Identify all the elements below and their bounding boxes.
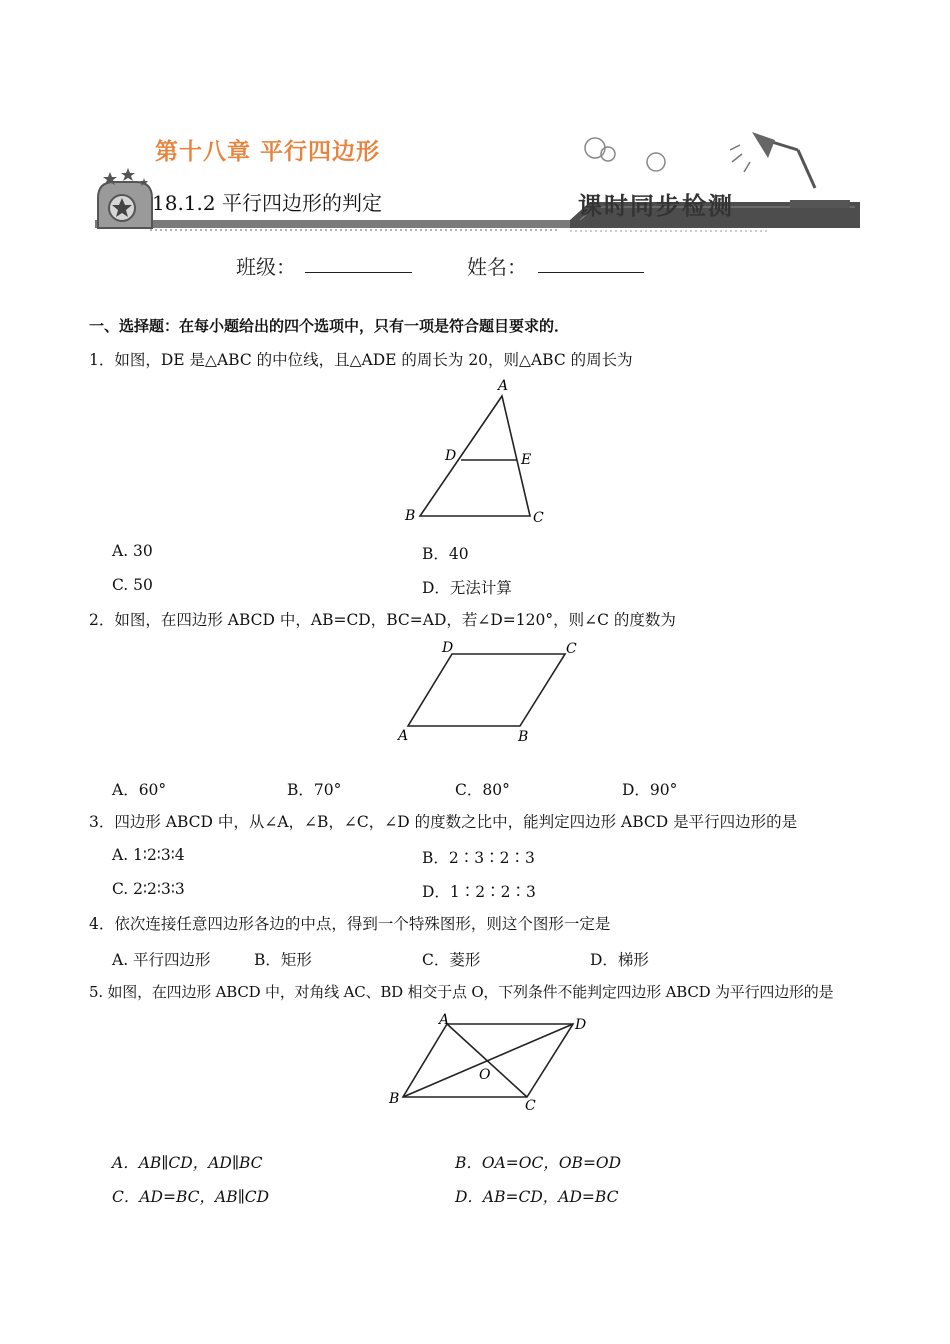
question-2-option-b[interactable]: B．70° xyxy=(287,781,342,799)
question-1-figure xyxy=(395,372,555,532)
fig5-label-c: C xyxy=(525,1098,536,1114)
question-5-option-c[interactable]: C．AD=BC，AB∥CD xyxy=(112,1188,270,1206)
question-4-stem: 4．依次连接任意四边形各边的中点，得到一个特殊图形，则这个图形一定是 xyxy=(89,915,611,933)
fig2-label-b: B xyxy=(518,729,529,745)
fig5-label-a: A xyxy=(439,1012,450,1028)
fig1-label-b: B xyxy=(405,508,416,524)
question-1-option-b[interactable]: B．40 xyxy=(422,545,469,563)
question-1-option-a[interactable]: A. 30 xyxy=(112,542,153,560)
fig1-label-d: D xyxy=(445,448,457,464)
question-2-option-a[interactable]: A．60° xyxy=(112,781,167,799)
fig1-label-e: E xyxy=(521,452,532,468)
question-3-option-a[interactable]: A. 1∶2∶3∶4 xyxy=(112,846,185,864)
question-4-option-d[interactable]: D．梯形 xyxy=(590,951,649,969)
question-5-figure xyxy=(385,1010,595,1115)
question-1-option-d[interactable]: D．无法计算 xyxy=(422,579,512,597)
section-heading: 一、选择题：在每小题给出的四个选项中，只有一项是符合题目要求的． xyxy=(89,317,570,335)
question-3-option-c[interactable]: C. 2∶2∶3∶3 xyxy=(112,880,185,898)
fig5-label-d: D xyxy=(575,1017,587,1033)
fig2-label-a: A xyxy=(398,728,409,744)
section-title: 18.1.2 平行四边形的判定 xyxy=(152,191,382,215)
fig1-label-a: A xyxy=(498,378,509,394)
fig2-label-c: C xyxy=(566,641,577,657)
fig2-label-d: D xyxy=(442,640,454,656)
question-5-option-b[interactable]: B．OA=OC，OB=OD xyxy=(455,1154,622,1172)
class-input-line[interactable] xyxy=(305,250,412,273)
name-input-line[interactable] xyxy=(538,250,644,273)
question-5-stem: 5. 如图，在四边形 ABCD 中，对角线 AC、BD 相交于点 O，下列条件不能判定四边形 ABCD 为平行四边形的是 xyxy=(89,983,834,1001)
question-4-option-b[interactable]: B．矩形 xyxy=(254,951,312,969)
question-4-option-c[interactable]: C．菱形 xyxy=(422,951,481,969)
fig1-label-c: C xyxy=(533,510,544,526)
question-2-stem: 2．如图，在四边形 ABCD 中，AB=CD，BC=AD，若∠D=120°，则∠C 的度数为 xyxy=(89,611,676,629)
question-2-option-c[interactable]: C．80° xyxy=(455,781,510,799)
chapter-title: 第十八章 平行四边形 xyxy=(155,139,381,165)
fig5-label-b: B xyxy=(389,1091,400,1107)
brand-label: 课时同步检测 xyxy=(578,192,734,220)
question-1-stem: 1．如图，DE 是△ABC 的中位线，且△ADE 的周长为 20，则△ABC 的周长为 xyxy=(89,351,633,369)
name-label: 姓名： xyxy=(467,255,527,279)
header-banner xyxy=(90,110,870,240)
question-2-figure xyxy=(390,636,590,751)
class-label: 班级： xyxy=(236,255,296,279)
fig5-label-o: O xyxy=(479,1067,491,1083)
question-3-stem: 3．四边形 ABCD 中，从∠A，∠B，∠C，∠D 的度数之比中，能判定四边形 ABCD 是平行四边形的是 xyxy=(89,813,798,831)
question-1-option-c[interactable]: C. 50 xyxy=(112,576,153,594)
question-4-option-a[interactable]: A. 平行四边形 xyxy=(112,951,211,969)
question-5-option-d[interactable]: D．AB=CD，AD=BC xyxy=(455,1188,619,1206)
question-5-option-a[interactable]: A．AB∥CD，AD∥BC xyxy=(112,1154,263,1172)
question-3-option-b[interactable]: B．2∶3∶2∶3 xyxy=(422,849,535,867)
question-3-option-d[interactable]: D．1∶2∶2∶3 xyxy=(422,883,536,901)
question-2-option-d[interactable]: D．90° xyxy=(622,781,678,799)
